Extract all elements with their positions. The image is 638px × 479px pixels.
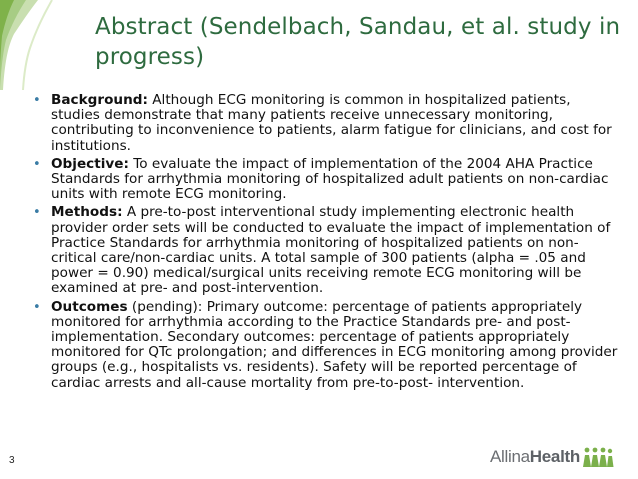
bullet-dot-icon: •: [33, 205, 41, 221]
bullet-label: Methods:: [51, 204, 123, 221]
bullet-methods: [33, 205, 623, 296]
figures-icon: [582, 446, 614, 468]
leaf-decoration-icon: [0, 0, 60, 90]
page-title: Abstract (Sendelbach, Sandau, et al. study in progress): [95, 14, 621, 70]
bullet-text: A pre-to-post interventional study implementing electronic health provider order sets will be conducted to evaluate the impact of implementation of Practice Standards for arrhythmia monitoring of hospitalized patients on non-critical care/non-cardiac units. A total sample of 300 patients (alpha = .05 and power = 0.90) medical/surgical units receiving remote ECG monitoring will be examined at pre- and post-intervention.: [51, 204, 611, 297]
page-number: 3: [9, 455, 15, 466]
bullet-label: Outcomes: [51, 298, 128, 315]
bullet-dot-icon: •: [33, 156, 41, 172]
bullet-dot-icon: •: [33, 93, 41, 108]
bullet-label: Background:: [51, 92, 148, 108]
bullet-background: [33, 93, 623, 154]
bullet-label: Objective:: [51, 155, 129, 172]
bullet-list: [33, 93, 623, 394]
logo-text-health: Health: [529, 447, 580, 466]
bullet-dot-icon: •: [33, 299, 41, 315]
bullet-text: Although ECG monitoring is common in hospitalized patients, studies demonstrate that many patients receive unnecessary monitoring, contributing to inconvenience to patients, alarm fatigue for clinicians, and cost for institutions.: [51, 92, 612, 154]
logo-text-allina: Allina: [490, 447, 530, 466]
logo-text: [490, 447, 580, 467]
bullet-objective: [33, 157, 623, 203]
bullet-text: (pending): Primary outcome: percentage of patients appropriately monitored for arrhythmia according to the Practice Standards pre- and post-implementation. Secondary outcomes: percentage of patients appropriately monitored for QTc prolongation; and differences in ECG monitoring among provider groups (e.g., hospitalists vs. residents). Safety will be reported percentage of cardiac arrests and all-cause mortality from pre-to-post- intervention.: [51, 298, 618, 391]
logo: [490, 444, 614, 470]
bullet-outcomes: [33, 300, 623, 391]
bullet-text: To evaluate the impact of implementation of the 2004 AHA Practice Standards for arrhythmia monitoring of hospitalized adult patients on non-cardiac units with remote ECG monitoring.: [51, 155, 609, 203]
